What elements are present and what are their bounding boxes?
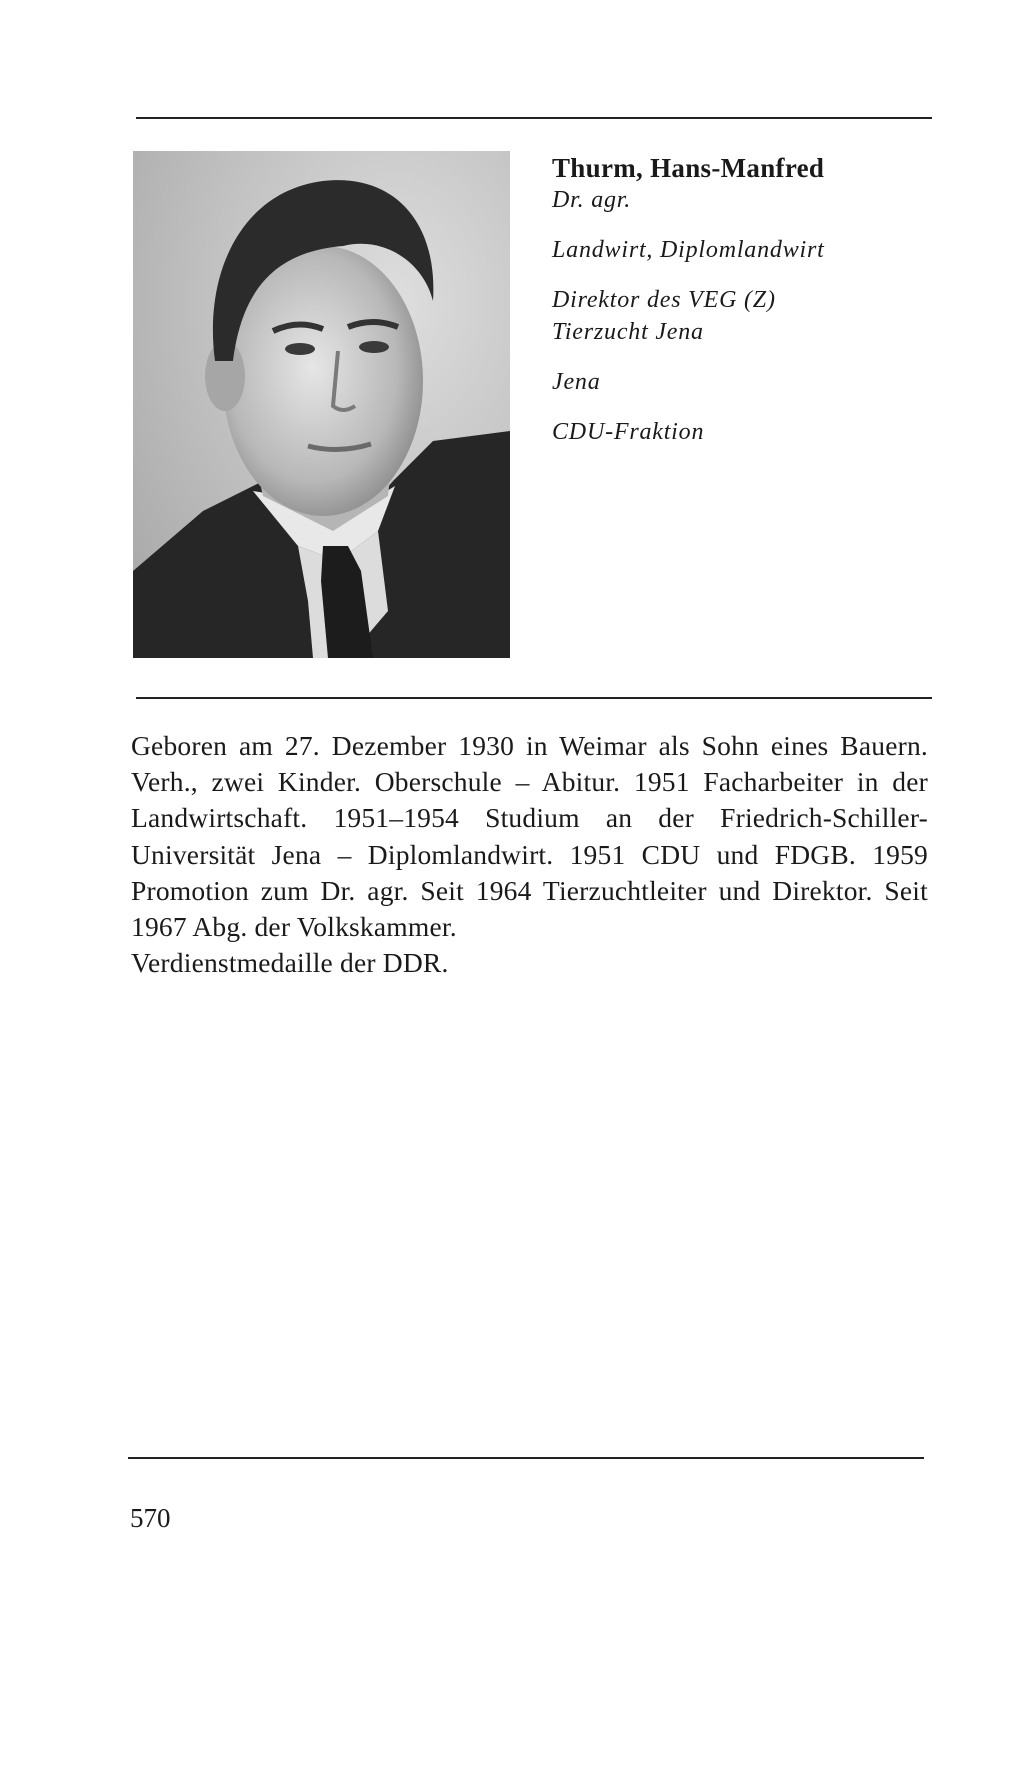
- position-line-1: Direktor des VEG (Z): [552, 287, 776, 313]
- person-name: Thurm, Hans-Manfred: [552, 153, 825, 183]
- biography: [131, 728, 928, 981]
- profession: Landwirt, Diplomlandwirt: [552, 237, 825, 263]
- academic-degree: Dr. agr.: [552, 187, 632, 213]
- award-line: Verdienstmedaille der DDR.: [131, 947, 449, 979]
- top-divider: [136, 117, 932, 119]
- faction: CDU-Fraktion: [552, 419, 705, 445]
- middle-divider: [136, 697, 932, 699]
- portrait-photo: [133, 151, 510, 658]
- bottom-divider: [128, 1457, 924, 1459]
- biography-paragraph: Geboren am 27. Dezember 1930 in Weimar als Sohn eines Bauern. Verh., zwei Kinder. Oberschule – Abitur. 1951 Facharbeiter in der Landwirtschaft. 1951–1954 Studium an der Friedrich-Schiller-Universität Jena – Diplomlandwirt. 1951 CDU und FDGB. 1959 Promotion zum Dr. agr. Seit 1964 Tierzuchtleiter und Direktor. Seit 1967 Abg. der Volkskammer.: [131, 730, 928, 943]
- page-number: 570: [130, 1503, 171, 1533]
- position-line-2: Tierzucht Jena: [552, 319, 704, 345]
- entry-header: [552, 152, 932, 448]
- residence: Jena: [552, 369, 601, 395]
